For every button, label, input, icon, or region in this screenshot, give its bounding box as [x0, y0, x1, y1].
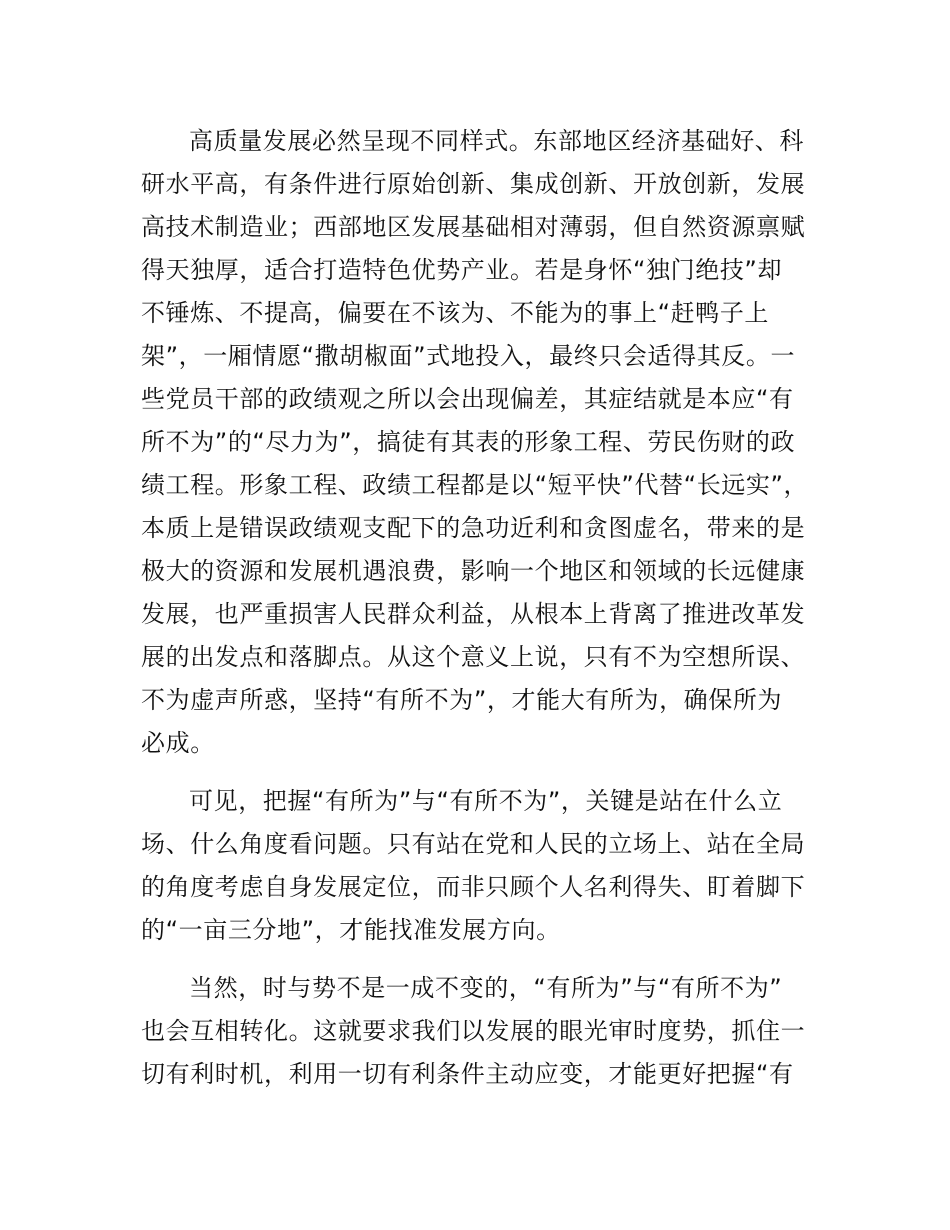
paragraph-line: 不为虚声所惑，坚持“有所不为”，才能大有所为，确保所为 — [141, 686, 783, 714]
paragraph-line: 高技术制造业；西部地区发展基础相对薄弱，但自然资源禀赋 — [141, 213, 806, 241]
paragraph-line: 的角度考虑自身发展定位，而非只顾个人名利得失、盯着脚下 — [141, 873, 806, 901]
document-body — [141, 120, 831, 1096]
paragraph-line: 得天独厚，适合打造特色优势产业。若是身怀“独门绝技”却 — [141, 256, 783, 284]
paragraph-line: 不锤炼、不提高，偏要在不该为、不能为的事上“赶鸭子上 — [141, 299, 770, 327]
paragraph-line: 也会互相转化。这就要求我们以发展的眼光审时度势，抓住一 — [141, 1017, 806, 1045]
paragraph-line: 研水平高，有条件进行原始创新、集成创新、开放创新，发展 — [141, 170, 806, 198]
paragraph-line: 必成。 — [141, 729, 215, 757]
paragraph-line: 的“一亩三分地”，才能找准发展方向。 — [141, 916, 561, 944]
paragraph-line: 发展，也严重损害人民群众利益，从根本上背离了推进改革发 — [141, 600, 806, 628]
paragraph-line: 高质量发展必然呈现不同样式。东部地区经济基础好、科 — [189, 127, 804, 155]
paragraph-line: 极大的资源和发展机遇浪费，影响一个地区和领域的长远健康 — [141, 557, 806, 585]
paragraph-line: 本质上是错误政绩观支配下的急功近利和贪图虚名，带来的是 — [141, 514, 806, 542]
paragraph-line: 些党员干部的政绩观之所以会出现偏差，其症结就是本应“有 — [141, 385, 794, 413]
paragraph-line: 所不为”的“尽力为”，搞徒有其表的形象工程、劳民伤财的政 — [141, 428, 796, 456]
paragraph-line: 场、什么角度看问题。只有站在党和人民的立场上、站在全局 — [141, 830, 806, 858]
paragraph-line: 展的出发点和落脚点。从这个意义上说，只有不为空想所误、 — [141, 643, 806, 671]
paragraph-line: 绩工程。形象工程、政绩工程都是以“短平快”代替“长远实”， — [141, 471, 809, 499]
paragraph-line: 架”，一厢情愿“撒胡椒面”式地投入，最终只会适得其反。一 — [141, 342, 796, 370]
paragraph-2 — [141, 780, 831, 952]
paragraph-3 — [141, 967, 831, 1096]
paragraph-spacer — [141, 765, 831, 780]
paragraph-spacer — [141, 952, 831, 967]
paragraph-line: 可见，把握“有所为”与“有所不为”，关键是站在什么立 — [189, 787, 783, 815]
paragraph-line: 切有利时机，利用一切有利条件主动应变，才能更好把握“有 — [141, 1060, 794, 1088]
paragraph-1 — [141, 120, 831, 765]
paragraph-line: 当然，时与势不是一成不变的，“有所为”与“有所不为” — [189, 974, 783, 1002]
